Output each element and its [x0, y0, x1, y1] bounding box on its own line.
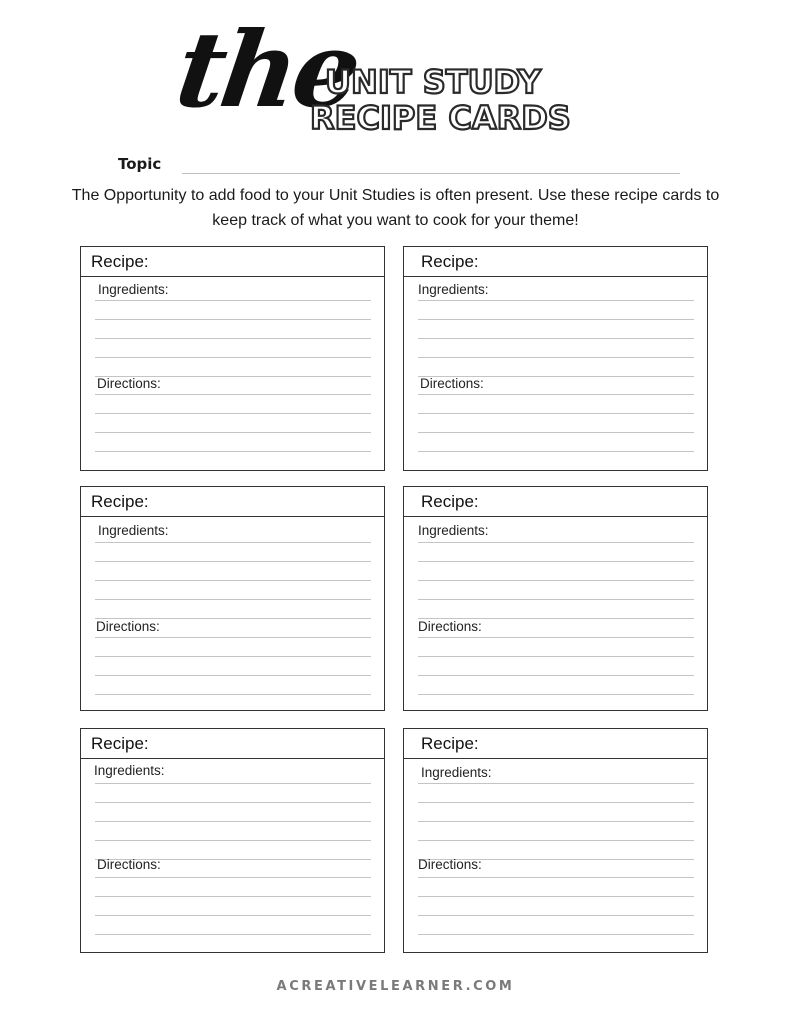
directions-line[interactable]	[418, 413, 694, 414]
recipe-card-5	[80, 728, 385, 953]
directions-line[interactable]	[418, 915, 694, 916]
ingredients-line[interactable]	[418, 338, 694, 339]
ingredients-line[interactable]	[95, 357, 371, 358]
card-body	[95, 759, 371, 952]
directions-line[interactable]	[95, 451, 371, 452]
ingredients-label: Ingredients:	[98, 523, 169, 538]
directions-line[interactable]	[418, 675, 694, 676]
directions-line[interactable]	[95, 413, 371, 414]
directions-line[interactable]	[418, 934, 694, 935]
directions-label: Directions:	[96, 619, 160, 634]
ingredients-line[interactable]	[95, 561, 371, 562]
card-body	[418, 277, 694, 470]
intro-text: The Opportunity to add food to your Unit Studies is often present. Use these recipe cards to keep track of what you want to cook for your theme!	[71, 187, 720, 229]
ingredients-line[interactable]	[418, 542, 694, 543]
ingredients-line[interactable]	[418, 319, 694, 320]
ingredients-line[interactable]	[95, 542, 371, 543]
card-body	[418, 517, 694, 710]
ingredients-label: Ingredients:	[418, 282, 489, 297]
directions-line[interactable]	[95, 656, 371, 657]
recipe-card-1	[80, 246, 385, 471]
directions-line[interactable]	[418, 432, 694, 433]
directions-line[interactable]	[95, 877, 371, 878]
directions-line[interactable]	[418, 451, 694, 452]
directions-label: Directions:	[420, 376, 484, 391]
ingredients-line[interactable]	[418, 300, 694, 301]
directions-line[interactable]	[418, 394, 694, 395]
ingredients-line[interactable]	[418, 357, 694, 358]
directions-line[interactable]	[418, 896, 694, 897]
card-body	[95, 277, 371, 470]
ingredients-line[interactable]	[95, 840, 371, 841]
recipe-title-field[interactable]: Recipe:	[81, 247, 384, 277]
ingredients-line[interactable]	[418, 599, 694, 600]
directions-line[interactable]	[95, 675, 371, 676]
directions-line[interactable]	[95, 394, 371, 395]
ingredients-label: Ingredients:	[94, 763, 165, 778]
ingredients-label: Ingredients:	[421, 765, 492, 780]
recipe-title-field[interactable]: Recipe:	[404, 729, 707, 759]
directions-line[interactable]	[95, 694, 371, 695]
ingredients-label: Ingredients:	[418, 523, 489, 538]
directions-label: Directions:	[418, 857, 482, 872]
card-body	[418, 759, 694, 952]
ingredients-label: Ingredients:	[98, 282, 169, 297]
directions-line[interactable]	[95, 432, 371, 433]
recipe-title-field[interactable]: Recipe:	[81, 729, 384, 759]
ingredients-line[interactable]	[418, 561, 694, 562]
directions-line[interactable]	[95, 637, 371, 638]
directions-label: Directions:	[97, 376, 161, 391]
ingredients-line[interactable]	[95, 338, 371, 339]
ingredients-line[interactable]	[95, 319, 371, 320]
ingredients-line[interactable]	[95, 783, 371, 784]
footer-website: ACREATIVELEARNER.COM	[276, 979, 515, 994]
page-header	[0, 0, 791, 160]
recipe-title-field[interactable]: Recipe:	[404, 247, 707, 277]
recipe-title-field[interactable]: Recipe:	[81, 487, 384, 517]
directions-line[interactable]	[418, 656, 694, 657]
ingredients-line[interactable]	[418, 840, 694, 841]
recipe-card-6	[403, 728, 708, 953]
recipe-card-4	[403, 486, 708, 711]
title-line-2: RECIPE CARDS	[310, 99, 571, 137]
directions-line[interactable]	[95, 915, 371, 916]
directions-label: Directions:	[97, 857, 161, 872]
topic-write-line[interactable]	[182, 173, 680, 174]
ingredients-line[interactable]	[95, 599, 371, 600]
ingredients-line[interactable]	[95, 821, 371, 822]
card-body	[95, 517, 371, 710]
ingredients-line[interactable]	[95, 802, 371, 803]
ingredients-line[interactable]	[95, 300, 371, 301]
directions-line[interactable]	[95, 896, 371, 897]
directions-line[interactable]	[418, 877, 694, 878]
script-title-word: the	[169, 8, 365, 131]
ingredients-line[interactable]	[418, 580, 694, 581]
ingredients-line[interactable]	[95, 580, 371, 581]
directions-label: Directions:	[418, 619, 482, 634]
topic-label: Topic	[118, 155, 162, 173]
directions-line[interactable]	[418, 637, 694, 638]
title-line-1: UNIT STUDY	[325, 63, 541, 101]
ingredients-line[interactable]	[418, 821, 694, 822]
recipe-title-field[interactable]: Recipe:	[404, 487, 707, 517]
ingredients-line[interactable]	[418, 802, 694, 803]
directions-line[interactable]	[95, 934, 371, 935]
directions-line[interactable]	[418, 694, 694, 695]
ingredients-line[interactable]	[418, 783, 694, 784]
recipe-card-3	[80, 486, 385, 711]
recipe-card-2	[403, 246, 708, 471]
